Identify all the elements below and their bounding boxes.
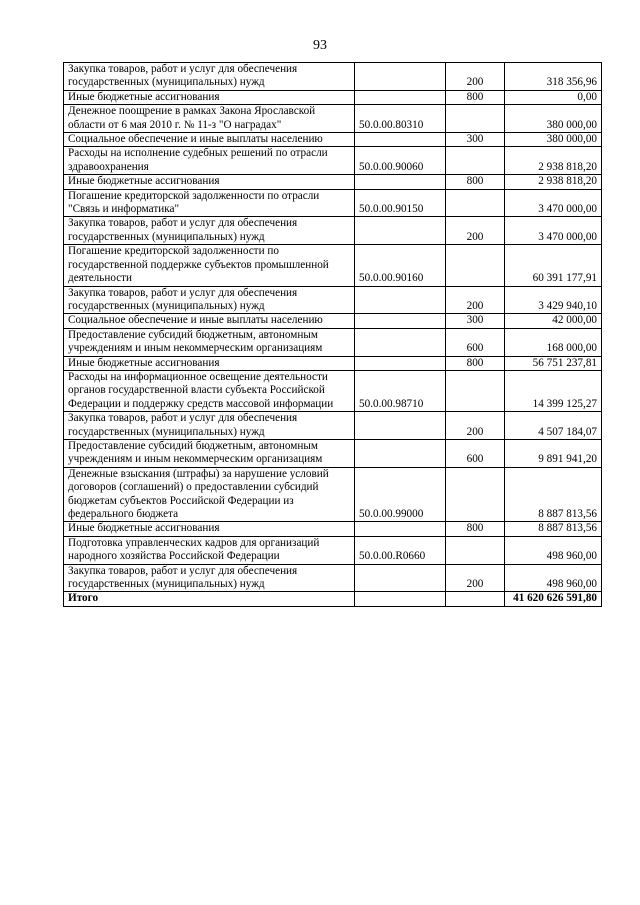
- row-name-cell: Предоставление субсидий бюджетным, автономным учреждениям и иным некоммерческим организациям: [64, 328, 355, 356]
- row-code-cell: [355, 356, 446, 370]
- row-type-cell: 800: [446, 356, 505, 370]
- row-name-cell: Иные бюджетные ассигнования: [64, 522, 355, 536]
- row-name-cell: Расходы на исполнение судебных решений по отрасли здравоохранения: [64, 147, 355, 175]
- row-sum-cell: 56 751 237,81: [505, 356, 602, 370]
- row-name-cell: Предоставление субсидий бюджетным, автономным учреждениям и иным некоммерческим организациям: [64, 439, 355, 467]
- row-name-cell: Социальное обеспечение и иные выплаты населению: [64, 314, 355, 328]
- table-row: [64, 314, 602, 328]
- row-sum-cell: 168 000,00: [505, 328, 602, 356]
- row-type-cell: 800: [446, 522, 505, 536]
- row-type-cell: 200: [446, 286, 505, 314]
- row-type-cell: [446, 189, 505, 217]
- row-code-cell: [355, 314, 446, 328]
- total-row: [64, 592, 602, 606]
- table-row: [64, 412, 602, 440]
- table-row: [64, 245, 602, 286]
- budget-table: [63, 62, 602, 607]
- row-code-cell: [355, 522, 446, 536]
- row-sum-cell: 9 891 941,20: [505, 439, 602, 467]
- row-type-cell: 800: [446, 90, 505, 104]
- row-type-cell: [446, 536, 505, 564]
- row-type-cell: 800: [446, 175, 505, 189]
- table-row: [64, 133, 602, 147]
- table-row: [64, 105, 602, 133]
- row-type-cell: [446, 467, 505, 522]
- row-code-cell: [355, 412, 446, 440]
- table-row: [64, 564, 602, 592]
- table-row: [64, 189, 602, 217]
- row-code-cell: [355, 175, 446, 189]
- table-row: [64, 63, 602, 91]
- row-sum-cell: 498 960,00: [505, 536, 602, 564]
- row-name-cell: Закупка товаров, работ и услуг для обеспечения государственных (муниципальных) нужд: [64, 412, 355, 440]
- total-code-cell: [355, 592, 446, 606]
- row-name-cell: Закупка товаров, работ и услуг для обеспечения государственных (муниципальных) нужд: [64, 63, 355, 91]
- row-type-cell: 300: [446, 314, 505, 328]
- row-code-cell: [355, 217, 446, 245]
- row-code-cell: [355, 328, 446, 356]
- table-row: [64, 286, 602, 314]
- table-body: [64, 63, 602, 592]
- row-sum-cell: 2 938 818,20: [505, 175, 602, 189]
- row-sum-cell: 8 887 813,56: [505, 467, 602, 522]
- row-type-cell: 600: [446, 439, 505, 467]
- row-sum-cell: 3 470 000,00: [505, 217, 602, 245]
- row-type-cell: 300: [446, 133, 505, 147]
- row-code-cell: 50.0.00.90150: [355, 189, 446, 217]
- row-type-cell: 200: [446, 412, 505, 440]
- row-sum-cell: 3 429 940,10: [505, 286, 602, 314]
- row-code-cell: [355, 564, 446, 592]
- total-sum: 41 620 626 591,80: [505, 592, 602, 606]
- row-sum-cell: 8 887 813,56: [505, 522, 602, 536]
- row-name-cell: Закупка товаров, работ и услуг для обеспечения государственных (муниципальных) нужд: [64, 564, 355, 592]
- row-type-cell: [446, 105, 505, 133]
- row-name-cell: Социальное обеспечение и иные выплаты населению: [64, 133, 355, 147]
- row-sum-cell: 0,00: [505, 90, 602, 104]
- row-name-cell: Расходы на информационное освещение деятельности органов государственной власти субъекта Российской Федерации и поддержку средств массовой информации: [64, 370, 355, 411]
- row-name-cell: Денежные взыскания (штрафы) за нарушение условий договоров (соглашений) о предоставлении субсидий бюджетам субъектов Российской Федерации из федерального бюджета: [64, 467, 355, 522]
- row-code-cell: 50.0.00.90160: [355, 245, 446, 286]
- row-type-cell: 200: [446, 564, 505, 592]
- row-code-cell: [355, 90, 446, 104]
- table-row: [64, 175, 602, 189]
- row-sum-cell: 318 356,96: [505, 63, 602, 91]
- row-name-cell: Подготовка управленческих кадров для организаций народного хозяйства Российской Федерации: [64, 536, 355, 564]
- row-code-cell: [355, 63, 446, 91]
- row-name-cell: Иные бюджетные ассигнования: [64, 356, 355, 370]
- table-row: [64, 467, 602, 522]
- table-row: [64, 370, 602, 411]
- row-sum-cell: 380 000,00: [505, 105, 602, 133]
- row-name-cell: Иные бюджетные ассигнования: [64, 90, 355, 104]
- row-type-cell: 200: [446, 63, 505, 91]
- total-label: Итого: [64, 592, 355, 606]
- row-type-cell: [446, 147, 505, 175]
- row-sum-cell: 4 507 184,07: [505, 412, 602, 440]
- row-name-cell: Денежное поощрение в рамках Закона Ярославской области от 6 мая 2010 г. № 11-з "О наградах": [64, 105, 355, 133]
- page-number: 93: [313, 38, 327, 53]
- row-name-cell: Закупка товаров, работ и услуг для обеспечения государственных (муниципальных) нужд: [64, 286, 355, 314]
- row-sum-cell: 14 399 125,27: [505, 370, 602, 411]
- table-row: [64, 536, 602, 564]
- row-code-cell: 50.0.00.98710: [355, 370, 446, 411]
- row-name-cell: Погашение кредиторской задолженности по отрасли "Связь и информатика": [64, 189, 355, 217]
- row-sum-cell: 2 938 818,20: [505, 147, 602, 175]
- row-code-cell: 50.0.00.R0660: [355, 536, 446, 564]
- total-type-cell: [446, 592, 505, 606]
- row-sum-cell: 380 000,00: [505, 133, 602, 147]
- row-type-cell: [446, 370, 505, 411]
- table-row: [64, 217, 602, 245]
- row-name-cell: Иные бюджетные ассигнования: [64, 175, 355, 189]
- row-code-cell: 50.0.00.90060: [355, 147, 446, 175]
- row-code-cell: 50.0.00.80310: [355, 105, 446, 133]
- row-sum-cell: 498 960,00: [505, 564, 602, 592]
- table-row: [64, 147, 602, 175]
- row-sum-cell: 60 391 177,91: [505, 245, 602, 286]
- row-sum-cell: 42 000,00: [505, 314, 602, 328]
- table-row: [64, 439, 602, 467]
- table-row: [64, 90, 602, 104]
- row-code-cell: 50.0.00.99000: [355, 467, 446, 522]
- row-type-cell: [446, 245, 505, 286]
- row-code-cell: [355, 439, 446, 467]
- row-type-cell: 200: [446, 217, 505, 245]
- table-row: [64, 356, 602, 370]
- row-type-cell: 600: [446, 328, 505, 356]
- row-name-cell: Погашение кредиторской задолженности по государственной поддержке субъектов промышленной деятельности: [64, 245, 355, 286]
- row-name-cell: Закупка товаров, работ и услуг для обеспечения государственных (муниципальных) нужд: [64, 217, 355, 245]
- row-code-cell: [355, 133, 446, 147]
- table-row: [64, 522, 602, 536]
- row-code-cell: [355, 286, 446, 314]
- row-sum-cell: 3 470 000,00: [505, 189, 602, 217]
- table-row: [64, 328, 602, 356]
